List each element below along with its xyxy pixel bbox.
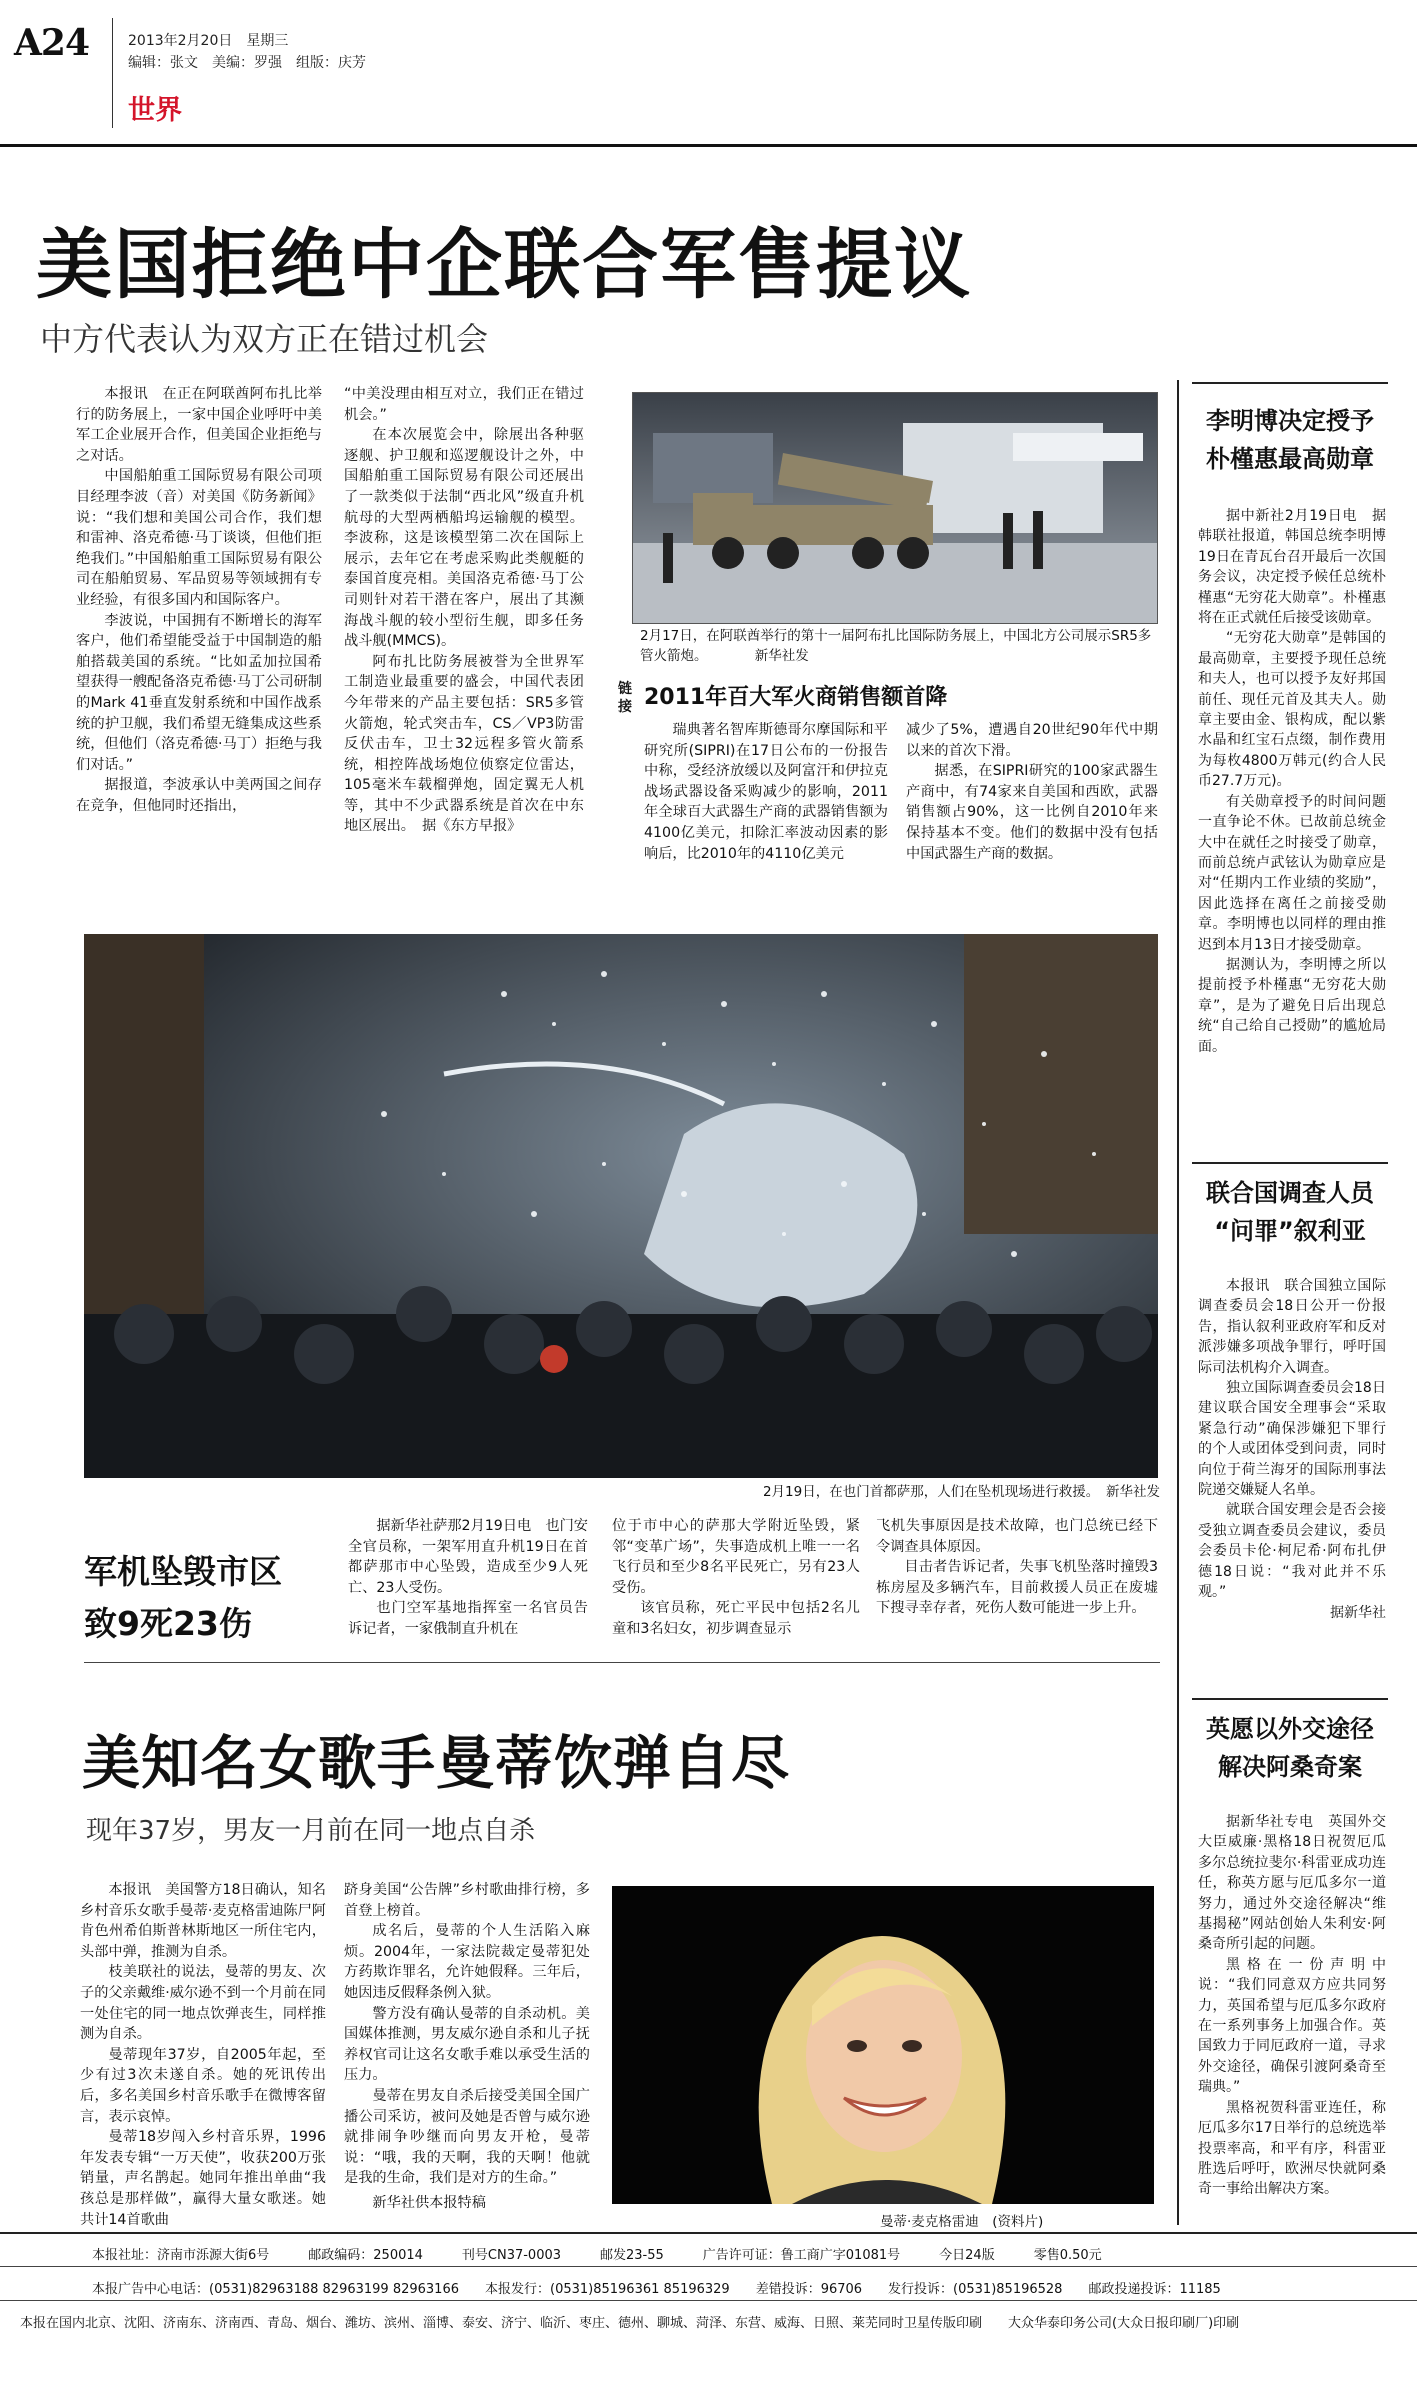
sidebar-rule-3 — [1192, 1698, 1388, 1700]
date-line: 2013年2月20日 星期三 — [128, 33, 289, 49]
singer-paragraph: 成名后，曼蒂的个人生活陷入麻烦。2004年，一家法院裁定曼蒂犯处方药欺诈罪名，允许她假释。三年后，她因违反假释条例入狱。 — [344, 1923, 590, 2001]
section-title: 世界 — [128, 95, 182, 126]
crash-paragraph: 目击者告诉记者，失事飞机坠落时撞毁3栋房屋及多辆汽车，目前救援人员正在废墟下搜寻幸存者，死伤人数可能进一步上升。 — [876, 1559, 1158, 1617]
crash-col2 — [612, 1516, 860, 1636]
lead-article-col1 — [76, 384, 322, 906]
sidebar-headline-line: 联合国调查人员 — [1206, 1179, 1374, 1207]
link-col1 — [644, 720, 888, 896]
link-col2 — [906, 720, 1158, 896]
singer-paragraph: 本报讯 美国警方18日确认，知名乡村音乐女歌手曼蒂·麦克格雷迪陈尸阿肯色州希伯斯普林斯地区一所住宅内，头部中弹，推测为自杀。 — [80, 1882, 326, 1960]
link-tag: 链接 — [618, 681, 632, 715]
crash-headline-line1: 军机坠毁市区 — [84, 1552, 282, 1591]
crash-site-photo — [84, 934, 1158, 1478]
footer-thin-rule — [0, 2266, 1417, 2267]
crash-bottom-rule — [84, 1662, 1160, 1663]
lead-headline: 美国拒绝中企联合军售提议 — [36, 220, 972, 309]
rocket-photo-caption: 2月17日，在阿联酋举行的第十一届阿布扎比国际防务展上，中国北方公司展示SR5多管火箭炮。 新华社发 — [640, 628, 1152, 664]
singer-paragraph: 曼蒂在男友自杀后接受美国全国广播公司采访，被问及她是否曾与威尔逊就排闹争吵继而向男友开枪，曼蒂说：“哦，我的天啊，我的天啊！他就是我的生命，我们是对方的生命。” — [344, 2087, 590, 2187]
footer-printing: 本报在国内北京、沈阳、济南东、济南西、青岛、烟台、潍坊、滨州、淄博、泰安、济宁、临沂、枣庄、德州、聊城、菏泽、东营、威海、日照、莱芜同时卫星传版印刷 大众华泰印务公司(大众日报印刷厂)印刷 — [20, 2316, 1240, 2331]
sidebar-headline-line: 李明博决定授予 — [1206, 407, 1374, 435]
editor-line: 编辑：张文 美编：罗强 组版：庆芳 — [128, 55, 366, 71]
rocket-launcher-photo — [632, 392, 1158, 624]
singer-paragraph: 跻身美国“公告牌”乡村歌曲排行榜，多首登上榜首。 — [344, 1882, 590, 1919]
footer-rule — [0, 2232, 1417, 2234]
link-paragraph: 瑞典著名智库斯德哥尔摩国际和平研究所(SIPRI)在17日公布的一份报告中称，受经济放缓以及阿富汗和伊拉克战场武器设备采购减少的影响，2011年全球百大武器生产商的武器销售额为4100亿美元，扣除汇率波动因素的影响后，比2010年的4110亿美元 — [644, 722, 888, 862]
sidebar-rule-1 — [1192, 382, 1388, 384]
singer-paragraph: 警方没有确认曼蒂的自杀动机。美国媒体推测，男友威尔逊自杀和儿子抚养权官司让这名女歌手难以承受生活的压力。 — [344, 2005, 590, 2084]
lead-paragraph: 本报讯 在正在阿联酋阿布扎比举行的防务展上，一家中国企业呼吁中美军工企业展开合作，但美国企业拒绝与之对话。 — [76, 386, 322, 464]
singer-paragraph: 曼蒂18岁闯入乡村音乐界，1996年发表专辑“一万天使”，收获200万张销量，声名鹊起。她同年推出单曲“我孩总是那样做”，赢得大量女歌迷。她共计14首歌曲 — [80, 2129, 326, 2228]
sidebar-headline-line: “问罪”叙利亚 — [1214, 1217, 1366, 1245]
crash-headline — [84, 1546, 282, 1650]
sidebar-headline-line: 英愿以外交途径 — [1206, 1715, 1374, 1743]
crash-headline-line2: 致9死23伤 — [84, 1604, 252, 1643]
singer-subheadline: 现年37岁，男友一月前在同一地点自杀 — [86, 1816, 536, 1846]
crash-col3 — [876, 1516, 1158, 1636]
sidebar-paragraph: 据测认为，李明博之所以提前授予朴槿惠“无穷花大勋章”，是为了避免日后出现总统“自己给自己授勋”的尴尬局面。 — [1198, 956, 1386, 1055]
sidebar-paragraph: 就联合国安理会是否会接受独立调查委员会建议，委员会委员卡伦·柯尼希·阿布扎伊德18日说：“我对此并不乐观。” — [1198, 1502, 1386, 1601]
masthead-divider — [112, 18, 113, 128]
crash-paragraph: 该官员称，死亡平民中包括2名儿童和3名妇女，初步调查显示 — [612, 1600, 860, 1637]
sidebar-headline-2 — [1190, 1174, 1390, 1250]
singer-photo — [612, 1886, 1154, 2204]
lead-paragraph: 李波说，中国拥有不断增长的海军客户，他们希望能受益于中国制造的船舶搭载美国的系统。“比如孟加拉国希望获得一艘配备洛克希德·马丁公司研制的Mark 41垂直发射系统和中国作战系统的护卫舰，我们希望无缝集成这些系统，但他们（洛克希德·马丁）拒绝与我们对话。” — [76, 612, 322, 773]
crash-photo-caption: 2月19日，在也门首都萨那，人们在坠机现场进行救援。 新华社发 — [762, 1484, 1160, 1500]
sidebar-paragraph: 独立国际调查委员会18日建议联合国安全理事会“采取紧急行动”确保涉嫌犯下罪行的个人或团体受到问责，同时向位于荷兰海牙的国际刑事法院递交嫌疑人名单。 — [1198, 1380, 1386, 1499]
footer-contacts: 本报广告中心电话：(0531)82963188 82963199 82963166 本报发行：(0531)85196361 85196329 差错投诉：96706 发行投诉：(0531)85196528 邮政投递投诉：11185 — [92, 2282, 1221, 2297]
singer-paragraph: 枝美联社的说法，曼蒂的男友、次子的父亲戴维·威尔逊不到一个月前在同一处住宅的同一地点饮弹丧生，同样推测为自杀。 — [80, 1964, 326, 2043]
lead-subheadline: 中方代表认为双方正在错过机会 — [40, 320, 489, 358]
sidebar-paragraph: “无穷花大勋章”是韩国的最高勋章，主要授予现任总统和夫人，也可以授予友好邦国前任、现任元首及其夫人。勋章主要由金、银构成，配以紫水晶和红宝石点缀，制作费用为每枚4800万韩元(约合人民币27.7万元)。 — [1198, 630, 1386, 790]
singer-portrait-illustration — [612, 1886, 1154, 2204]
top-rule — [0, 144, 1417, 147]
footer-thin-rule-2 — [0, 2300, 1417, 2301]
crash-rescue-illustration — [84, 934, 1158, 1478]
link-paragraph: 减少了5%，遭遇自20世纪90年代中期以来的首次下滑。 — [906, 722, 1158, 759]
sidebar-rule-2 — [1192, 1162, 1388, 1164]
lead-paragraph: 阿布扎比防务展被誉为全世界军工制造业最重要的盛会，中国代表团今年带来的产品主要包括：SR5多管火箭炮，轮式突击车，CS／VP3防雷反伏击车，卫士32远程多管火箭系统，相控阵战场炮位侦察定位雷达，105毫米车载榴弹炮，固定翼无人机等，其中不少武器系统是首次在中东地区展出。 据《东方早报》 — [344, 653, 584, 835]
singer-photo-caption: 曼蒂·麦克格雷迪 (资料片) — [880, 2214, 1044, 2230]
sidebar-byline: 据新华社 — [1330, 1604, 1386, 1621]
sidebar-paragraph: 黑格在一份声明中说：“我们同意双方应共同努力，英国希望与厄瓜多尔政府在一系列事务上加强合作。英国致力于同厄政府一道，寻求外交途径，确保引渡阿桑奇至瑞典。” — [1198, 1956, 1386, 2096]
sidebar-headline-1 — [1190, 402, 1390, 478]
footer-address: 本报社址：济南市泺源大街6号 邮政编码：250014 刊号CN37-0003 邮发23-55 广告许可证：鲁工商广字01081号 今日24版 零售0.50元 — [92, 2248, 1102, 2263]
sidebar-headline-3 — [1190, 1710, 1390, 1786]
sidebar-divider — [1177, 380, 1179, 2225]
sidebar-paragraph: 据新华社专电 英国外交大臣威廉·黑格18日祝贺厄瓜多尔总统拉斐尔·科雷亚成功连任，称英方愿与厄瓜多尔一道努力，通过外交途径解决“维基揭秘”网站创始人朱利安·阿桑奇所引起的问题。 — [1198, 1814, 1386, 1953]
sidebar-paragraph: 本报讯 联合国独立国际调查委员会18日公开一份报告，指认叙利亚政府军和反对派涉嫌多项战争罪行，呼吁国际司法机构介入调查。 — [1198, 1278, 1386, 1376]
link-paragraph: 据悉，在SIPRI研究的100家武器生产商中，有74家来自美国和西欧，武器销售额占90%，这一比例自2010年来保持基本不变。他们的数据中没有包括中国武器生产商的数据。 — [906, 763, 1158, 862]
sidebar-article-1 — [1198, 506, 1386, 1156]
sidebar-article-2 — [1198, 1276, 1386, 1672]
lead-article-col2 — [344, 384, 584, 906]
sidebar-article-3 — [1198, 1812, 1386, 2216]
crash-paragraph: 位于市中心的萨那大学附近坠毁，紧邻“变革广场”，失事造成机上唯一一名飞行员和至少8名平民死亡，另有23人受伤。 — [612, 1518, 860, 1596]
link-title: 2011年百大军火商销售额首降 — [644, 685, 948, 710]
rocket-launcher-illustration — [633, 393, 1157, 623]
crash-col1 — [348, 1516, 588, 1636]
lead-paragraph: 中国船舶重工国际贸易有限公司项目经理李波（音）对美国《防务新闻》说：“我们想和美国公司合作，我们想和雷神、洛克希德·马丁谈谈，但他们拒绝我们。”中国船舶重工国际贸易有限公司在船舶贸易、军品贸易等领域拥有专业经验，有很多国内和国际客户。 — [76, 468, 322, 608]
lead-paragraph: 据报道，李波承认中美两国之间存在竞争，但他同时还指出， — [76, 777, 322, 814]
sidebar-paragraph: 据中新社2月19日电 据韩联社报道，韩国总统李明博19日在青瓦台召开最后一次国务会议，决定授予候任总统朴槿惠“无穷花大勋章”。朴槿惠将在正式就任后接受该勋章。 — [1198, 508, 1386, 627]
sidebar-paragraph: 黑格祝贺科雷亚连任，称厄瓜多尔17日举行的总统选举投票率高，和平有序，科雷亚胜选后呼吁，欧洲尽快就阿桑奇一事给出解决方案。 — [1198, 2099, 1386, 2198]
sidebar-paragraph: 有关勋章授予的时间问题一直争论不休。已故前总统金大中在就任之时接受了勋章，而前总统卢武铉认为勋章应是对“任期内工作业绩的奖励”，因此选择在离任之前接受勋章。李明博也以同样的理由推迟到本月13日才接受勋章。 — [1198, 793, 1386, 953]
crash-paragraph: 飞机失事原因是技术故障，也门总统已经下令调查具体原因。 — [876, 1518, 1158, 1555]
lead-paragraph: 在本次展览会中，除展出各种驱逐舰、护卫舰和巡逻舰设计之外，中国船舶重工国际贸易有限公司还展出了一款类似于法制“西北风”级直升机航母的大型两栖船坞运输舰的模型。李波称，这是该模型第二次在国际上展示，去年它在考虑采购此类舰艇的泰国首度亮相。美国洛克希德·马丁公司则针对若干潜在客户，展出了其濒海战斗舰的较小型衍生舰，即多任务战斗舰(MMCS)。 — [344, 427, 584, 650]
singer-byline: 新华社供本报特稿 — [372, 2194, 486, 2211]
singer-paragraph: 曼蒂现年37岁，自2005年起，至少有过3次未遂自杀。她的死讯传出后，多名美国乡村音乐歌手在微博客留言，表示哀悼。 — [80, 2046, 326, 2125]
sidebar-headline-line: 朴槿惠最高勋章 — [1206, 445, 1374, 473]
singer-col1 — [80, 1880, 326, 2228]
page-number: A24 — [14, 22, 90, 64]
crash-paragraph: 据新华社萨那2月19日电 也门安全官员称，一架军用直升机19日在首都萨那市中心坠毁，造成至少9人死亡、23人受伤。 — [348, 1518, 588, 1596]
singer-col2 — [344, 1880, 590, 2210]
sidebar-headline-line: 解决阿桑奇案 — [1218, 1753, 1362, 1781]
singer-headline: 美知名女歌手曼蒂饮弹自尽 — [82, 1729, 791, 1797]
lead-paragraph: “中美没理由相互对立，我们正在错过机会。” — [344, 386, 584, 423]
crash-paragraph: 也门空军基地指挥室一名官员告诉记者，一家俄制直升机在 — [348, 1600, 588, 1637]
